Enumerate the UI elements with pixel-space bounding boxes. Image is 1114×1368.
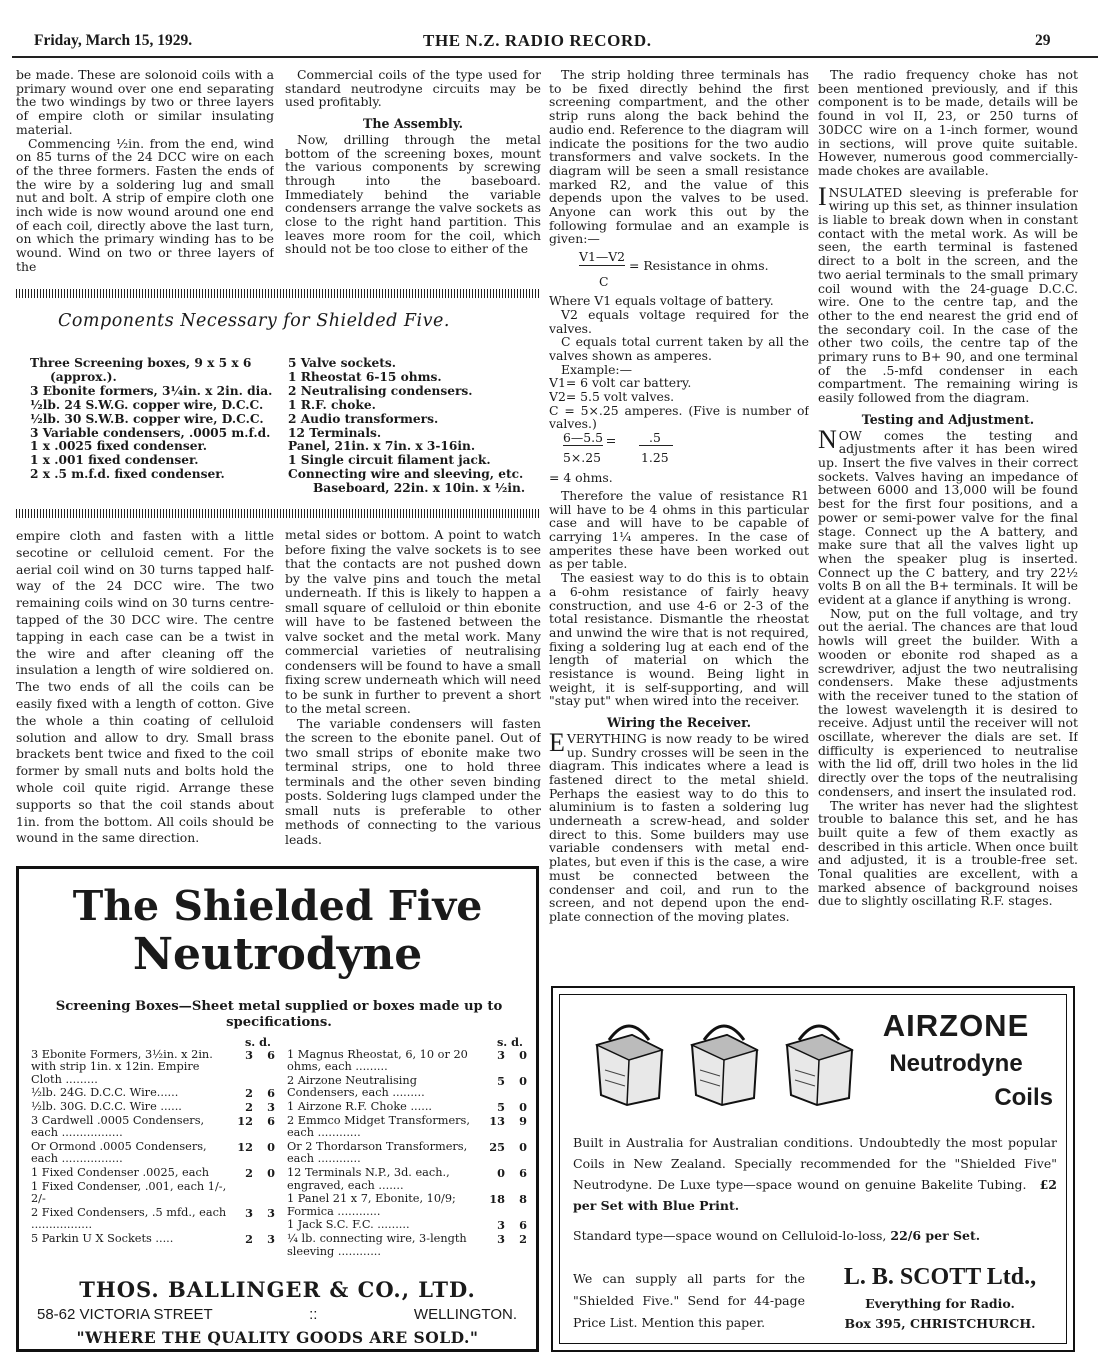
price-row xyxy=(31,1207,275,1232)
price-list-left xyxy=(31,1036,275,1247)
resistance-formula xyxy=(549,250,809,294)
col2-bottom xyxy=(285,528,541,850)
component-item: 5 Valve sockets. xyxy=(288,356,397,370)
example-calculation xyxy=(549,431,809,471)
ad-tagline: Everything for Radio. xyxy=(865,1296,1015,1311)
drop-cap: N xyxy=(818,424,837,454)
paragraph: The writer has never had the slightest trouble to balance this set, and he has built quite a few of them exactly as described in this article. When once built and adjusted, it is a trouble-free set. Tonal qualities are excellent, with a marked absence of background noises due to slightly oscillating R.F. stages. xyxy=(818,797,1078,909)
component-item: Panel, 21in. x 7in. x 3-16in. xyxy=(288,439,476,454)
coil-can-illustrations xyxy=(587,1010,867,1110)
component-item: 1 R.F. choke. xyxy=(288,397,376,412)
price-pence: 2 xyxy=(519,1231,527,1246)
price-pence: 6 xyxy=(267,1113,275,1128)
ad-company: THOS. BALLINGER & CO., LTD. xyxy=(79,1277,476,1302)
masthead-title: THE N.Z. RADIO RECORD. xyxy=(423,31,652,50)
price-pence: 8 xyxy=(519,1192,527,1207)
ad-slogan: "WHERE THE QUALITY GOODS ARE SOLD." xyxy=(76,1328,479,1347)
price-row xyxy=(31,1233,275,1246)
ad-product: Neutrodyne xyxy=(889,1050,1023,1077)
price-row xyxy=(287,1075,527,1100)
paragraph: Now, drilling through the metal bottom of the screening boxes, mount the various components by screwing through into the baseboard. Immediately behind the variable condensers arrange the valve sockets as close to the right hand partition. This leaves more room for the coil, which should not be too close to either of the xyxy=(285,131,541,257)
ad-brand: AIRZONE xyxy=(882,1008,1030,1043)
item-description: 2 Fixed Condensers, .5 mfd., each ................. xyxy=(31,1205,227,1232)
ballinger-advertisement xyxy=(16,866,539,1352)
header-rule xyxy=(12,56,1098,58)
component-item: 3 Variable condensers, .0005 m.f.d. xyxy=(30,425,271,440)
equals-sign xyxy=(607,439,615,443)
formula-result: = Resistance in ohms. xyxy=(629,258,769,274)
component-item: 1 x .001 fixed condenser. xyxy=(30,453,199,468)
price-pence: 6 xyxy=(519,1218,527,1233)
price-shillings: 18 xyxy=(489,1192,505,1207)
paragraph: C = 5×.25 amperes. (Five is number of valves.) xyxy=(549,402,809,432)
component-item: 3 Ebonite formers, 3¼in. x 2in. dia. xyxy=(30,383,273,398)
calc-denominator: 1.25 xyxy=(641,450,669,466)
component-item: Three Screening boxes, 9 x 5 x 6 xyxy=(30,356,252,370)
price-pence: 0 xyxy=(519,1139,527,1154)
col1-bottom xyxy=(16,528,274,850)
price-pence: 6 xyxy=(267,1047,275,1062)
paragraph xyxy=(549,727,809,924)
ad-body xyxy=(573,1132,1057,1216)
price-pence: 3 xyxy=(267,1099,275,1114)
price-shillings: 5 xyxy=(497,1073,505,1088)
price-shillings: 3 xyxy=(497,1218,505,1233)
price-shillings: 3 xyxy=(245,1047,253,1062)
price-row xyxy=(287,1233,527,1258)
paragraph: C equals total current taken by all the valves shown as amperes. xyxy=(549,334,809,363)
price-row xyxy=(31,1087,275,1100)
col4 xyxy=(818,68,1078,968)
city: WELLINGTON. xyxy=(413,1306,517,1323)
ad-standard-line xyxy=(573,1228,1057,1243)
component-item: 1 Rheostat 6-15 ohms. xyxy=(288,369,442,384)
airzone-advertisement xyxy=(551,986,1075,1352)
paragraph: The variable condensers will fasten the screen to the ebonite panel. Out of two small strips of ebonite make two terminal strips, one to hold three terminals and the other seven binding posts. Soldering lugs clamped under the small nuts is preferable to other methods of connecting to the various leads. xyxy=(285,715,541,847)
paragraph: Commencing ½in. from the end, wind on 85 turns of the 24 DCC wire on each of the three formers. Fasten the ends of the wire by a soldering lug and small nut and bolt. A strip of empire cloth one inch wide is now wound around one end of each coil, directly above the last turn, on which the primary winding has to be wound. Wind on two or three layers of the xyxy=(16,135,274,274)
paragraph: V2= 5.5 volt valves. xyxy=(549,389,675,405)
price-list-right xyxy=(287,1036,527,1259)
price-row xyxy=(31,1181,275,1206)
component-item: (approx.). xyxy=(50,369,117,384)
formula-denominator: C xyxy=(599,274,609,290)
paragraph: V2 equals voltage required for the valves. xyxy=(549,306,809,336)
street: 58-62 VICTORIA STREET xyxy=(37,1306,213,1323)
price-shillings: 0 xyxy=(497,1165,505,1180)
price-shillings: 3 xyxy=(497,1047,505,1062)
item-description: 1 Fixed Condenser .0025, each xyxy=(31,1165,210,1179)
price-shillings: 3 xyxy=(245,1205,253,1220)
components-title: Components Necessary for Shielded Five. xyxy=(58,311,450,331)
component-item: ½lb. 24 S.W.G. copper wire, D.C.C. xyxy=(30,397,264,412)
price-row xyxy=(287,1167,527,1192)
ad-standard-text: Standard type—space wound on Celluloid-lo-loss, xyxy=(573,1228,887,1243)
paragraph: The strip holding three terminals has to be fixed directly behind the first screening compartment, and the other strip runs along the back behind the audio end. Reference to the diagram will indicate the positions for the two audio transformers and valve sockets. In the diagram will be seen a small resistance marked R2, and the value of this depends upon the valves to be used. Anyone can work this out by the following formulae and an example is given:— xyxy=(549,68,809,247)
item-description: 2 Airzone Neutralising Condensers, each ......... xyxy=(287,1073,425,1100)
col2-top xyxy=(285,68,541,280)
section-heading: The Assembly. xyxy=(362,116,464,132)
section-heading: Wiring the Receiver. xyxy=(607,715,751,731)
price-row xyxy=(31,1101,275,1114)
drop-cap: E xyxy=(549,727,565,757)
item-description: 3 Ebonite Formers, 3½in. x 2in. with strip 1in. x 12in. Empire Cloth ......... xyxy=(31,1047,213,1086)
ad-address: Box 395, CHRISTCHURCH. xyxy=(844,1316,1036,1331)
paragraph: metal sides or bottom. A point to watch before fixing the valve sockets is to see that the contacts are not pushed down by the valve pins and touch the metal underneath. If this is likely to happen a small square of celluloid or thin ebonite will have to be fastened between the valve socket and the metal work. Many commercial varieties of neutralising condensers will be found to have a small fixing screw underneath which will need to be sunk in further to prevent a short to the metal screen. xyxy=(285,528,541,716)
paragraph xyxy=(818,424,1078,608)
item-description: 2 Emmco Midget Transformers, each ............ xyxy=(287,1113,470,1140)
col1-top xyxy=(16,68,274,280)
item-description: 3 Cardwell .0005 Condensers, each ................. xyxy=(31,1113,205,1140)
paragraph xyxy=(818,181,1078,406)
paragraph: The radio frequency choke has not been mentioned previously, and if this component is to be made, details will be found in vol II, 23, or 250 turns of 30DCC wire on a 1-inch former, wound in sections, will prove quite suitable. However, numerous good commercially-made chokes are available. xyxy=(818,68,1078,178)
issue-date: Friday, March 15, 1929. xyxy=(34,32,193,49)
component-item: Baseboard, 22in. x 10in. x ½in. xyxy=(313,481,526,496)
price-shillings: 2 xyxy=(245,1099,253,1114)
price-row xyxy=(287,1219,527,1232)
item-description: ½lb. 30G. D.C.C. Wire ...... xyxy=(31,1099,182,1113)
calc-numerator: 6—5.5 xyxy=(563,430,603,446)
ad-company: L. B. SCOTT Ltd., xyxy=(843,1264,1037,1290)
price-shillings: 5 xyxy=(497,1099,505,1114)
component-item: 1 x .0025 fixed condenser. xyxy=(30,439,207,454)
fraction-bar xyxy=(579,265,625,266)
price-rows xyxy=(31,1049,275,1246)
section-heading: Testing and Adjustment. xyxy=(861,411,1035,427)
ad-supply-text: We can supply all parts for the "Shielded Five." Send for 44-page Price List. Mention this paper. xyxy=(573,1271,805,1330)
ad-subtitle: Screening Boxes—Sheet metal supplied or boxes made up to specifications. xyxy=(55,999,503,1030)
item-description: 1 Magnus Rheostat, 6, 10 or 20 ohms, each ......... xyxy=(287,1047,468,1074)
price-rows xyxy=(287,1049,527,1259)
price-row xyxy=(31,1141,275,1166)
component-item: 2 Neutralising condensers. xyxy=(288,383,473,398)
ad-product: Coils xyxy=(994,1084,1053,1111)
price-pence: 3 xyxy=(267,1231,275,1246)
price-shillings xyxy=(231,1181,253,1206)
item-description: 1 Jack S.C. F.C. ......... xyxy=(287,1218,410,1232)
col3 xyxy=(549,68,809,968)
coil-can-icon xyxy=(787,1026,852,1105)
price-row xyxy=(31,1115,275,1140)
item-description: ½lb. 24G. D.C.C. Wire...... xyxy=(31,1086,179,1100)
page-number: 29 xyxy=(1035,32,1051,49)
price-pence: 9 xyxy=(519,1113,527,1128)
price-pence xyxy=(253,1181,275,1206)
item-description: 1 Panel 21 x 7, Ebonite, 10/9; Formica ............ xyxy=(287,1192,456,1218)
decorative-rule xyxy=(16,509,541,518)
coil-can-icon xyxy=(692,1026,757,1105)
currency-header: s. d. xyxy=(244,1035,271,1049)
price-shillings: 2 xyxy=(245,1231,253,1246)
price-shillings: 2 xyxy=(245,1086,253,1101)
price-pence: 0 xyxy=(267,1139,275,1154)
component-item: 12 Terminals. xyxy=(288,425,382,440)
price-pence: 0 xyxy=(267,1165,275,1180)
calc-numerator: .5 xyxy=(649,430,661,446)
component-item: 2 Audio transformers. xyxy=(288,411,439,426)
item-description: 1 Fixed Condenser, .001, each 1/-, 2/- xyxy=(31,1179,227,1206)
price-pence: 6 xyxy=(267,1086,275,1101)
coil-can-icon xyxy=(597,1026,662,1105)
paragraph: be made. These are solonoid coils with a primary wound over one end separating the two windings by two or three layers of empire cloth or similar insulating material. xyxy=(16,68,274,137)
paragraph: Example:— xyxy=(561,361,632,377)
item-description: Or Ormond .0005 Condensers, each ................. xyxy=(31,1139,207,1166)
component-item: Connecting wire and sleeving, etc. xyxy=(288,467,524,482)
paragraph: Therefore the value of resistance R1 will have to be 4 ohms in this particular case and will have to be capable of carrying 1¼ amperes. In the case of amperites these have been worked out as per table. xyxy=(549,487,809,572)
drop-cap: I xyxy=(818,181,827,211)
component-item: ½lb. 30 S.W.B. copper wire, D.C.C. xyxy=(30,411,264,426)
price-row xyxy=(287,1101,527,1114)
ad-title: Neutrodyne xyxy=(132,929,423,980)
item-description: 1 Airzone R.F. Choke ...... xyxy=(287,1099,433,1113)
decorative-rule xyxy=(16,289,541,298)
paragraph: Where V1 equals voltage of battery. xyxy=(549,293,774,309)
currency-header: s. d. xyxy=(496,1035,523,1049)
ad-address xyxy=(37,1306,517,1323)
separator: :: xyxy=(309,1306,318,1323)
paragraph: Now, put on the full voltage, and try out the aerial. The chances are that loud howls will greet the builder. With a wooden or ebonite rod shaped as a screwdriver, adjust the two neutralising condensers. Make these adjustments with the receiver tuned to the station of the lowest wavelength it is desired to receive. Adjust until the receiver will not oscillate, wherever the dials are set. If difficulty is experienced to neutralise with the lid off, drill two holes in the lid directly over the tops of the neutralising condensers, and insert the insulated rod. xyxy=(818,605,1078,799)
price-shillings: 2 xyxy=(245,1165,253,1180)
price-row xyxy=(287,1193,527,1218)
fraction-bar xyxy=(563,445,603,446)
component-item: 1 Single circuit filament jack. xyxy=(288,453,491,468)
fraction-bar xyxy=(639,445,673,446)
paragraph-text: NSULATED sleeving is preferable for wiring up this set, as thinner insulation is liable to break down when in constant contact with the metal work. As will be seen, the earth terminal is fastened direct to a bolt in the screen, and the two aerial terminals to the small primary coil wound with the 24-guage D.C.C. wire. One to the centre tap, and the other to the end nearest the grid end of the secondary coil. In the case of the other two coils, the centre tap of the primary runs to B+ 90, and one terminal of the .5-mfd condenser in each compartment. The remaining wiring is easily followed from the diagram. xyxy=(818,184,1078,406)
price-row xyxy=(31,1167,275,1180)
component-item: 2 x .5 m.f.d. fixed condenser. xyxy=(30,467,225,482)
formula-numerator: V1—V2 xyxy=(579,249,626,265)
paragraph: V1= 6 volt car battery. xyxy=(549,375,692,391)
price-row xyxy=(287,1115,527,1140)
price-pence: 6 xyxy=(519,1165,527,1180)
price-row xyxy=(287,1049,527,1074)
paragraph-text: OW comes the testing and adjustments after it has been wired up. Insert the five valves in their correct sockets. Valves having an impedance of between 6000 and 13,000 will be found best for the first four positions, and a power or semi-power valve for the final stage. Connect up the A battery, and make sure that all the valves light up when the speaker plug is inserted. Connect up the C battery, and try 22½ volts B on all the B+ terminals. It will be evident at a glance if anything is wrong. xyxy=(818,427,1078,608)
components-list-right xyxy=(288,357,538,496)
paragraph: = 4 ohms. xyxy=(549,470,613,486)
components-list-left xyxy=(30,357,280,482)
price-shillings: 3 xyxy=(497,1231,505,1246)
price-pence: 0 xyxy=(519,1047,527,1062)
price-pence: 0 xyxy=(519,1099,527,1114)
price-shillings: 12 xyxy=(237,1139,253,1154)
ad-body-text: Built in Australia for Australian conditions. Undoubtedly the most popular Coils in New Zealand. Specially recommended for the "Shielded Five" Neutrodyne. De Luxe type—space wound on genuine Bakelite Tubing. xyxy=(573,1135,1057,1192)
item-description: 12 Terminals N.P., 3d. each., engraved, each ....... xyxy=(287,1165,450,1192)
price-shillings: 13 xyxy=(489,1113,505,1128)
price-row xyxy=(31,1049,275,1087)
ad-price: 22/6 per Set. xyxy=(890,1228,981,1243)
price-row xyxy=(287,1141,527,1166)
paragraph: The easiest way to do this is to obtain a 6-ohm resistance of fairly heavy construction, and use 4-6 or 2-3 of the total resistance. Dismantle the rheostat and unwind the wire that is not required, fixing a soldering lug at each end of the length of material on which the resistance is wound. Being light in weight, it is self-supporting, and will "stay put" when wired into the receiver. xyxy=(549,570,809,709)
paragraph: empire cloth and fasten with a little secotine or celluloid cement. For the aerial coil wind on 30 turns tapped half-way of the 24 DCC wire. The two remaining coils wind on 30 turns centre-tapped of the 30 DCC wire. The centre tapping in each case can be a twist in the wire and after cleaning off the insulation a length of wire soldiered on. The two ends of all the coils can be easily fixed with a length of cotton. Give the whole a thin coating of celluloid solution and allow to dry. Small brass brackets bent twice and fixed to the coil former by small nuts and bolts hold the whole coil quite rigid. Arrange these supports so that the coil stands about 1in. from the bottom. All coils should be wound in the same direction. xyxy=(16,528,274,846)
paragraph-text: VERYTHING is now ready to be wired up. Sundry crosses will be seen in the diagram. This indicates where a lead is fastened direct to the metal shield. Perhaps the easiest way to do this to aluminium is to fasten a soldering lug underneath a screw-head, and solder direct to this. Some builders may use variable condensers with metal end-plates, but even if this is the case, a wire must be connected between the condenser and coil, and run to the screen, and not depend upon the end-plate connection of the moving plates. xyxy=(549,730,809,924)
price-shillings: 25 xyxy=(489,1139,505,1154)
item-description: ¼ lb. connecting wire, 3-length sleeving ............ xyxy=(287,1231,467,1258)
ad-price: £2 per Set with Blue Print. xyxy=(573,1177,1057,1213)
item-description: 5 Parkin U X Sockets ..... xyxy=(31,1231,174,1245)
item-description: Or 2 Thordarson Transformers, each ............ xyxy=(287,1139,468,1166)
price-pence: 3 xyxy=(267,1205,275,1220)
calc-denominator: 5×.25 xyxy=(563,450,601,466)
paragraph: Commercial coils of the type used for standard neutrodyne circuits may be used profitably. xyxy=(285,68,541,110)
price-pence: 0 xyxy=(519,1073,527,1088)
price-shillings: 12 xyxy=(237,1113,253,1128)
ad-title: The Shielded Five xyxy=(72,882,483,930)
